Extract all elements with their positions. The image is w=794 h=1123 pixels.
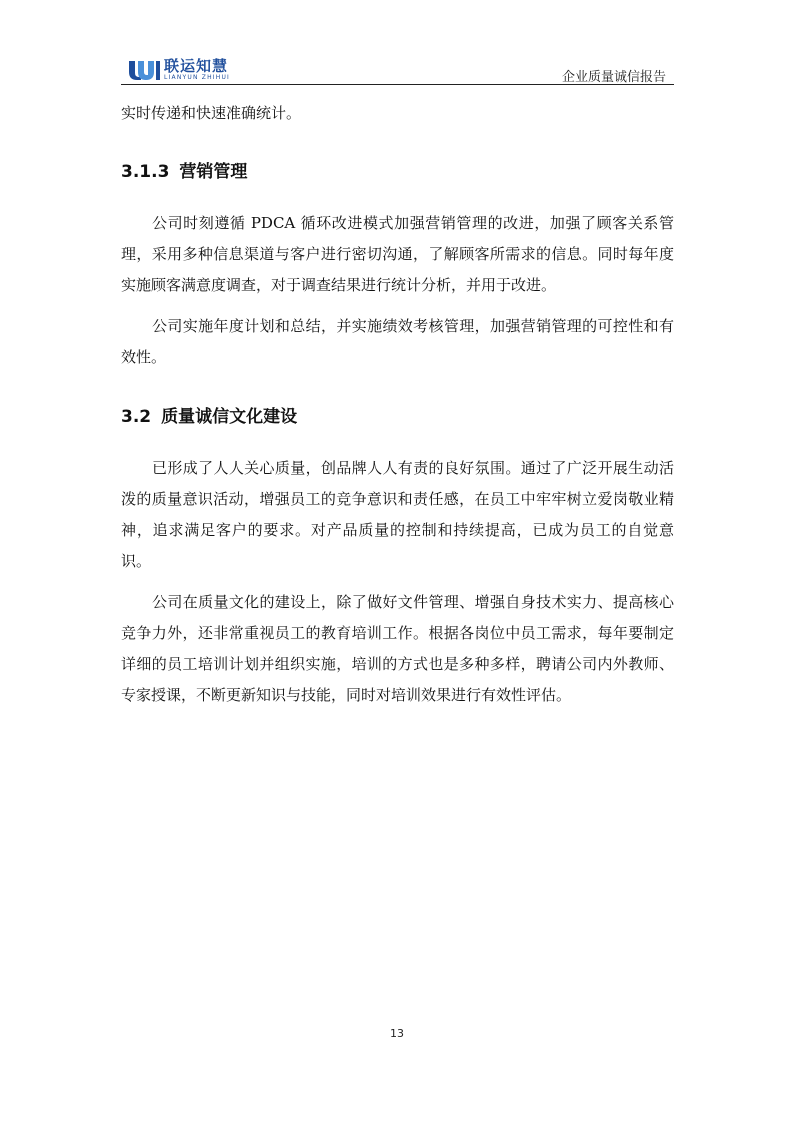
culture-paragraph-1: 已形成了人人关心质量，创品牌人人有责的良好氛围。通过了广泛开展生动活泼的质量意识活动，增强员工的竞争意识和责任感，在员工中牢牢树立爱岗敬业精神，追求满足客户的要求。对产品质量的控制和持续提高，已成为员工的自觉意识。 <box>121 459 674 570</box>
continued-paragraph: 实时传递和快速准确统计。 <box>121 104 302 122</box>
report-title: 企业质量诚信报告 <box>561 70 666 85</box>
section-heading-3-2 <box>121 402 297 427</box>
section-title: 营销管理 <box>179 162 248 182</box>
page-header <box>121 56 674 85</box>
logo-english-name: LIANYUN ZHIHUI <box>164 74 231 81</box>
logo-text <box>164 59 230 81</box>
culture-paragraph-2: 公司在质量文化的建设上，除了做好文件管理、增强自身技术实力、提高核心竞争力外，还非常重视员工的教育培训工作。根据各岗位中员工需求，每年要制定详细的员工培训计划并组织实施，培训的方式也是多种多样，聘请公司内外教师、专家授课，不断更新知识与技能，同时对培训效果进行有效性评估。 <box>121 593 674 704</box>
lianyun-logo-icon <box>127 59 161 81</box>
section-number: 3.2 <box>121 407 152 427</box>
page-number: 13 <box>390 1027 404 1040</box>
section-heading-3-1-3 <box>121 157 247 182</box>
marketing-paragraph-1: 公司时刻遵循 PDCA 循环改进模式加强营销管理的改进，加强了顾客关系管理，采用多种信息渠道与客户进行密切沟通，了解顾客所需求的信息。同时每年度实施顾客满意度调查，对于调查结果进行统计分析，并用于改进。 <box>121 214 674 294</box>
section-title: 质量诚信文化建设 <box>161 407 298 427</box>
company-logo <box>127 58 230 82</box>
logo-chinese-name: 联运知慧 <box>164 57 229 75</box>
section-number: 3.1.3 <box>121 162 170 182</box>
marketing-paragraph-2: 公司实施年度计划和总结，并实施绩效考核管理，加强营销管理的可控性和有效性。 <box>121 317 674 366</box>
